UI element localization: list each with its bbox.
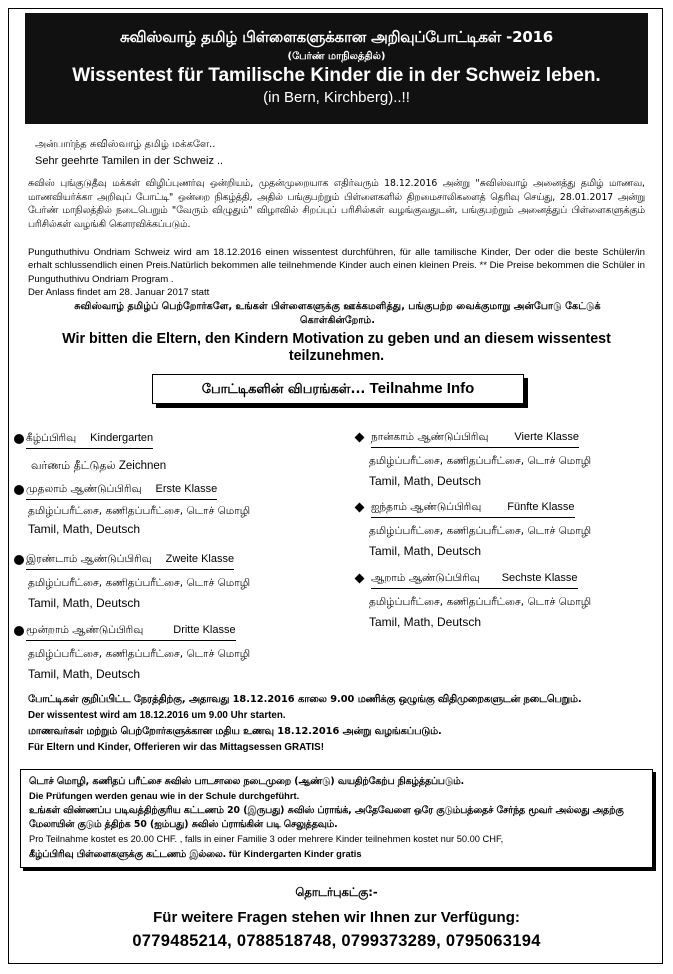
category-name-german: Erste Klasse (155, 483, 218, 495)
fees-line2: Die Prüfungen werden genau wie in der Schule durchgeführt. (29, 791, 300, 801)
subjects-german: Tamil, Math, Deutsch (28, 667, 141, 681)
contact-heading-tamil: தொடர்புகட்கு:- (295, 885, 378, 899)
subjects-tamil: தமிழ்ப்பரீட்சை, கணிதப்பரீட்சை, டொச் மொழி (28, 577, 251, 589)
info-heading-tamil: போட்டிகளின் விபரங்கள்... (201, 382, 366, 397)
subjects-german: Tamil, Math, Deutsch (28, 522, 141, 536)
category-name-tamil: கீழ்ப்பிரிவு (26, 432, 77, 444)
subjects-tamil: வர்ணம் தீட்டுதல் (31, 459, 116, 472)
category-name-tamil: மூன்றாம் ஆண்டுப்பிரிவு (26, 624, 144, 636)
bullet-icon (355, 433, 365, 443)
header-title-tamil: சுவிஸ்வாழ் தமிழ் பிள்ளைகளுக்கான அறிவுப்போட்டிகள் -2016 (119, 28, 554, 46)
category-name-tamil: ஐந்தாம் ஆண்டுப்பிரிவு (371, 501, 482, 513)
subjects-german: Tamil, Math, Deutsch (369, 544, 482, 558)
subjects-tamil: தமிழ்ப்பரீட்சை, கணிதப்பரீட்சை, டொச் மொழி (28, 505, 251, 517)
header-location: (in Bern, Kirchberg)..!! (263, 89, 410, 106)
intro-german-block (28, 246, 645, 299)
greeting-tamil: அன்பார்ந்த சுவிஸ்வாழ் தமிழ் மக்களே.. (35, 139, 216, 150)
category-sechste-klasse (355, 568, 591, 629)
subjects-german: Tamil, Math, Deutsch (369, 474, 482, 488)
subjects-tamil: தமிழ்ப்பரீட்சை, கணிதப்பரீட்சை, டொச் மொழி (369, 596, 592, 608)
category-fuenfte-klasse (355, 497, 591, 558)
appeal-german: Wir bitten die Eltern, den Kindern Motivation zu geben und an diesem wissentest teilzunehmen. (62, 331, 611, 364)
subjects-tamil: தமிழ்ப்பரீட்சை, கணிதப்பரீட்சை, டொச் மொழி (28, 648, 251, 660)
category-kindergarten (14, 428, 166, 474)
contact-phone-numbers: 0779485214, 0788518748, 0799373289, 0795063194 (132, 932, 541, 950)
bullet-icon (355, 503, 365, 513)
fees-line4: Pro Teilnahme kostet es 20.00 CHF. , falls in einer Familie 3 oder mehrere Kinder teilnehmen kostet nur 50.00 CHF, (29, 834, 504, 844)
category-name-tamil: இரண்டாம் ஆண்டுப்பிரிவு (26, 553, 152, 565)
subjects-german: Zeichnen (118, 460, 167, 472)
subjects-german: Tamil, Math, Deutsch (369, 615, 482, 629)
bullet-icon (14, 485, 24, 495)
lunch-tamil: மாணவர்கள் மற்றும் பெற்றோர்களுக்கான மதிய உணவு 18.12.2016 அன்று வழங்கப்படும். (28, 726, 442, 737)
category-name-tamil: ஆறாம் ஆண்டுப்பிரிவு (371, 572, 480, 584)
greeting-german: Sehr geehrte Tamilen in der Schweiz .. (35, 155, 224, 167)
bullet-icon (14, 555, 24, 565)
category-name-german: Sechste Klasse (501, 572, 578, 584)
fees-line5-tamil: கீழ்ப்பிரிவு பிள்ளைகளுக்கு கட்டணம் இல்லை. (29, 849, 227, 860)
header-banner (25, 13, 648, 124)
category-erste-klasse (14, 479, 250, 536)
intro-german: Punguthuthivu Ondriam Schweiz wird am 18.12.2016 einen wissentest durchführen, für alle tamilische Kinder, Der oder die beste Schüler/in erhalt schlussendlich einen Preis.Natürlich bekommen alle teilnehmende Kinder auch einen kleinen Preis. ** Die Preise bekommen die Schüler in Punguthuthivu Ondriam Program . (28, 247, 645, 285)
fees-line5-german: für Kindergarten Kinder gratis (228, 849, 362, 859)
bullet-icon (14, 434, 24, 444)
fees-box (20, 769, 653, 868)
subjects-german: Tamil, Math, Deutsch (28, 596, 141, 610)
category-vierte-klasse (355, 427, 591, 488)
intro-tamil: சுவிஸ் புங்குடுதீவு மக்கள் விழிப்புணர்வு ஒன்றியம், முதன்முறையாக எதிர்வரும் 18.12.2016 அன்று "சுவிஸ்வாழ் அனைத்து தமிழ் மாணவ, மாணவியர்க்கா அறிவுப் போட்டி" ஒன்றை நிகழ்த்தி, அதில் பங்குபற்றும் பிள்ளைகளில் திறமைசாலிகளைத் தெரிவு செய்து, 28.01.2017 அன்று பேர்ண் மாநிலத்தில் நடைபெறும் "வேரும் விழுதும்" விழாவில் சிறப்புப் பரிசில்கள் வழங்குவதுடன், பங்குபற்றும் அனைத்துப் பிள்ளைகளுக்கும் பரிசில்கள் வழங்கி கௌரவிக்கப்படும். (28, 178, 645, 230)
subjects-tamil: தமிழ்ப்பரீட்சை, கணிதப்பரீட்சை, டொச் மொழி (369, 455, 592, 467)
category-name-german: Fünfte Klasse (507, 501, 575, 513)
category-name-german: Vierte Klasse (514, 431, 580, 443)
category-name-german: Zweite Klasse (165, 553, 235, 565)
category-name-tamil: முதலாம் ஆண்டுப்பிரிவு (26, 483, 142, 495)
category-name-german: Kindergarten (90, 432, 154, 444)
bullet-icon (355, 574, 365, 584)
schedule (28, 692, 645, 756)
info-heading (152, 374, 524, 404)
header-title-german: Wissentest für Tamilische Kinder die in der Schweiz leben. (72, 65, 601, 86)
category-dritte-klasse (14, 620, 250, 681)
header-subtitle-tamil: (பேர்ண் மாநிலத்தில்) (287, 51, 386, 62)
category-name-tamil: நான்காம் ஆண்டுப்பிரிவு (371, 431, 489, 443)
schedule-tamil: போட்டிகள் குறிப்பிட்ட நேரத்திற்கு, அதாவது 18.12.2016 காலை 9.00 மணிக்கு ஒழுங்கு விதிமுறைகளுடன் நடைபெறும். (28, 694, 582, 705)
bullet-icon (14, 626, 24, 636)
fees-line5 (29, 847, 644, 862)
lunch-german: Für Eltern und Kinder, Offerieren wir das Mittagsessen GRATIS! (28, 742, 324, 753)
schedule-german: Der wissentest wird am 18.12.2016 um 9.00 Uhr starten. (28, 710, 286, 721)
category-name-german: Dritte Klasse (173, 624, 236, 636)
fees-line1: டொச் மொழி, கணிதப் பரீட்சை சுவிஸ் பாடசாலை நடைமுறை (ஆண்டு) வயதிற்கேற்ப நிகழ்த்தப்படும். (29, 776, 465, 787)
category-subjects (31, 459, 166, 474)
fees-line3: உங்கள் விண்ணப்ப படிவத்திற்குரிய கட்டணம் 20 (இருபது) சுவிஸ் ப்ராங்க், அதேவேளை ஒரே குடும்பத்தைச் சேர்ந்த மூவர் அல்லது அதற்கு மேலாயின் குடும் த்திற்க 50 (ஐம்பது) சுவிஸ் ப்ராங்கின் படி செலுத்தவும். (29, 805, 624, 830)
category-zweite-klasse (14, 549, 250, 610)
appeal-tamil: சுவிஸ்வாழ் தமிழ்ப் பெற்றோர்களே, உங்கள் பிள்ளைகளுக்கு ஊக்கமளித்து, பங்குபற்ற வைக்குமாறு அன்போடு கேட்டுக் கொள்கின்றோம். (74, 301, 601, 326)
subjects-tamil: தமிழ்ப்பரீட்சை, கணிதப்பரீட்சை, டொச் மொழி (369, 525, 592, 537)
info-heading-german: Teilnahme Info (369, 380, 475, 397)
contact-heading-german: Für weitere Fragen stehen wir Ihnen zur Verfügung: (153, 909, 520, 926)
event-date: Der Anlass findet am 28. Januar 2017 statt (28, 286, 210, 298)
